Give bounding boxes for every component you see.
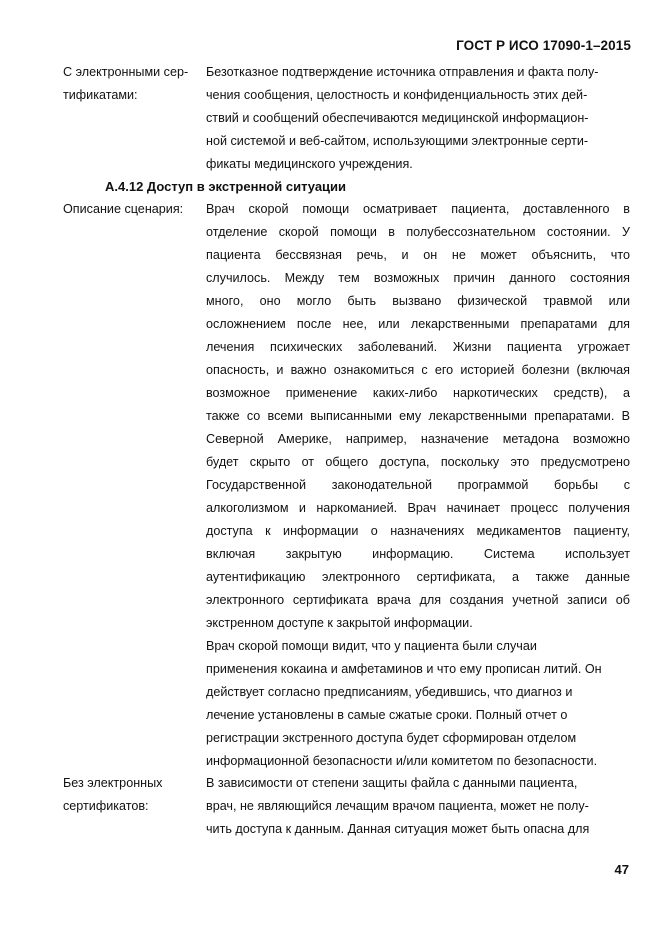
text-line: информационной безопасности и/или комитетом по безопасности. bbox=[206, 754, 598, 768]
text-line: будет скрыто от общего доступа, поскольку это предусмотрено bbox=[206, 455, 630, 469]
label-line: сертификатов: bbox=[63, 799, 149, 813]
standard-header: ГОСТ Р ИСО 17090-1–2015 bbox=[456, 38, 631, 53]
text-line: включая закрытую информацию. Система использует bbox=[206, 547, 630, 561]
text-line: В зависимости от степени защиты файла с данными пациента, bbox=[206, 776, 578, 790]
text-line: аутентификацию электронного сертификата, а также данные bbox=[206, 570, 630, 584]
section-title: А.4.12 Доступ в экстренной ситуации bbox=[105, 179, 347, 194]
text-line: алкоголизмом и наркоманией. Врач начинает процесс получения bbox=[206, 501, 630, 515]
text-line: Северной Америке, например, назначение метадона возможно bbox=[206, 432, 630, 446]
label-without-certificates bbox=[63, 772, 203, 818]
text-line: также со всеми выписанными ему лекарственными препаратами. В bbox=[206, 409, 630, 423]
label-line: Описание сценария: bbox=[63, 202, 184, 216]
text-line: пациента бессвязная речь, и он не может объяснить, что bbox=[206, 248, 630, 262]
text-line: случилось. Между тем возможных причин данного состояния bbox=[206, 271, 630, 285]
text-line: ной системой и веб-сайтом, использующими электронные серти- bbox=[206, 134, 589, 148]
text-line: врач, не являющийся лечащим врачом пациента, может не полу- bbox=[206, 799, 589, 813]
text-line: лечения психических заболеваний. Жизни пациента угрожает bbox=[206, 340, 630, 354]
label-with-certificates bbox=[63, 61, 203, 107]
label-scenario-description bbox=[63, 198, 203, 221]
text-line: возможное применение каких-либо наркотических средств), а bbox=[206, 386, 630, 400]
text-line: отделение скорой помощи в полубессознательном состоянии. У bbox=[206, 225, 630, 239]
label-line: С электронными сер- bbox=[63, 65, 189, 79]
page-number: 47 bbox=[614, 862, 629, 877]
label-line: тификатами: bbox=[63, 88, 138, 102]
text-line: Безотказное подтверждение источника отправления и факта полу- bbox=[206, 65, 599, 79]
text-line: осложнением после нее, или лекарственными препаратами для bbox=[206, 317, 630, 331]
text-line: действует согласно предписаниям, убедившись, что диагноз и bbox=[206, 685, 573, 699]
text-line: много, оно могло быть вызвано физической травмой или bbox=[206, 294, 630, 308]
text-scenario-description bbox=[206, 198, 630, 773]
text-line: электронного сертификата врача для создания учетной записи об bbox=[206, 593, 630, 607]
text-line: лечение установлены в самые сжатые сроки. Полный отчет о bbox=[206, 708, 568, 722]
text-line: применения кокаина и амфетаминов и что ему прописан литий. Он bbox=[206, 662, 602, 676]
text-line: доступа к информации о назначениях медикаментов пациенту, bbox=[206, 524, 630, 538]
text-line: экстренном доступе к закрытой информации. bbox=[206, 616, 473, 630]
text-line: Государственной законодательной программой борьбы с bbox=[206, 478, 630, 492]
text-line: чить доступа к данным. Данная ситуация может быть опасна для bbox=[206, 822, 590, 836]
text-line: регистрации экстренного доступа будет сформирован отделом bbox=[206, 731, 577, 745]
text-line: чения сообщения, целостность и конфиденциальность этих дей- bbox=[206, 88, 588, 102]
text-line: Врач скорой помощи осматривает пациента, доставленного в bbox=[206, 202, 630, 216]
text-without-certificates bbox=[206, 772, 630, 841]
text-line: Врач скорой помощи видит, что у пациента были случаи bbox=[206, 639, 537, 653]
text-line: ствий и сообщений обеспечиваются медицинской информацион- bbox=[206, 111, 589, 125]
label-line: Без электронных bbox=[63, 776, 163, 790]
text-line: опасность, и важно ознакомиться с его историей болезни (включая bbox=[206, 363, 630, 377]
text-with-certificates bbox=[206, 61, 630, 176]
text-line: фикаты медицинского учреждения. bbox=[206, 157, 413, 171]
